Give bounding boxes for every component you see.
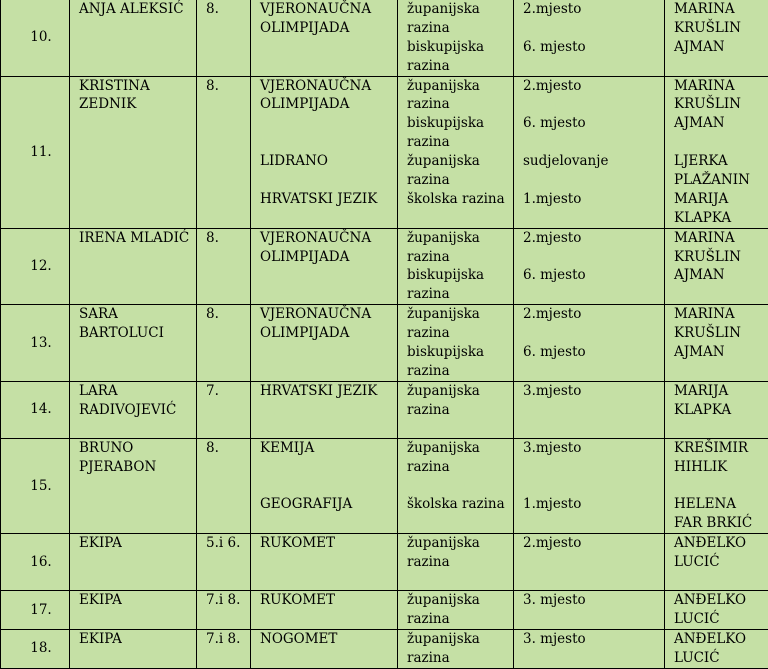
- subject-line: [260, 133, 397, 152]
- subject-line: OLIMPIJADA: [260, 19, 397, 38]
- grade-cell: [197, 630, 251, 669]
- subject-cell: [251, 76, 398, 228]
- result-line: [523, 133, 664, 152]
- grade-cell: [197, 591, 251, 630]
- result-line: 6. mjesto: [523, 343, 664, 362]
- level-cell: [398, 228, 514, 305]
- subject-line: OLIMPIJADA: [260, 324, 397, 343]
- result-cell: [514, 630, 665, 669]
- table-row: [1, 0, 768, 76]
- level-line: biskupijska: [407, 114, 513, 133]
- table-row: [1, 305, 768, 382]
- level-cell: [398, 630, 514, 669]
- level-line: razina: [407, 285, 513, 304]
- subject-line: [260, 458, 397, 477]
- name-line: EKIPA: [79, 534, 196, 553]
- grade-line: 8.: [206, 77, 250, 96]
- mentor-line: KREŠIMIR: [674, 439, 768, 458]
- result-line: [523, 248, 664, 267]
- grade-cell: [197, 438, 251, 533]
- mentor-line: KLAPKA: [674, 209, 768, 228]
- level-line: razina: [407, 57, 513, 76]
- level-line: županijska: [407, 305, 513, 324]
- subject-line: [260, 171, 397, 190]
- level-line: razina: [407, 248, 513, 267]
- subject-line: KEMIJA: [260, 439, 397, 458]
- result-line: [523, 171, 664, 190]
- level-line: razina: [407, 95, 513, 114]
- level-line: [407, 477, 513, 496]
- row-number: 13.: [1, 305, 70, 382]
- grade-cell: [197, 228, 251, 305]
- result-cell: [514, 228, 665, 305]
- name-cell: [70, 438, 197, 533]
- grade-line: 8.: [206, 0, 250, 19]
- result-line: 1.mjesto: [523, 495, 664, 514]
- level-line: biskupijska: [407, 343, 513, 362]
- level-line: školska razina: [407, 495, 513, 514]
- result-line: [523, 57, 664, 76]
- subject-line: [260, 114, 397, 133]
- mentor-line: PLAŽANIN: [674, 171, 768, 190]
- name-line: SARA: [79, 305, 196, 324]
- mentor-line: AJMAN: [674, 266, 768, 285]
- subject-line: OLIMPIJADA: [260, 95, 397, 114]
- grade-line: 8.: [206, 229, 250, 248]
- mentor-line: AJMAN: [674, 343, 768, 362]
- grade-cell: [197, 534, 251, 591]
- level-line: županijska: [407, 630, 513, 649]
- result-line: [523, 95, 664, 114]
- mentor-cell: [665, 305, 768, 382]
- row-number: 14.: [1, 381, 70, 438]
- row-number: 17.: [1, 591, 70, 630]
- mentor-cell: [665, 630, 768, 669]
- name-line: ZEDNIK: [79, 95, 196, 114]
- level-line: razina: [407, 362, 513, 381]
- level-line: razina: [407, 133, 513, 152]
- row-number: 12.: [1, 228, 70, 305]
- mentor-line: MARINA: [674, 77, 768, 96]
- result-line: 1.mjesto: [523, 190, 664, 209]
- table-row: [1, 438, 768, 533]
- grade-cell: [197, 305, 251, 382]
- mentor-line: KRUŠLIN: [674, 248, 768, 267]
- level-line: školska razina: [407, 190, 513, 209]
- result-line: 2.mjesto: [523, 305, 664, 324]
- mentor-line: KRUŠLIN: [674, 324, 768, 343]
- table-row: [1, 630, 768, 669]
- level-cell: [398, 381, 514, 438]
- name-cell: [70, 534, 197, 591]
- mentor-line: ANĐELKO: [674, 534, 768, 553]
- name-cell: [70, 76, 197, 228]
- mentor-cell: [665, 534, 768, 591]
- result-line: [523, 285, 664, 304]
- result-line: 3.mjesto: [523, 439, 664, 458]
- mentor-line: LUCIĆ: [674, 610, 768, 629]
- result-cell: [514, 0, 665, 76]
- mentor-line: MARINA: [674, 229, 768, 248]
- subject-line: HRVATSKI JEZIK: [260, 190, 397, 209]
- subject-cell: [251, 534, 398, 591]
- level-cell: [398, 305, 514, 382]
- mentor-line: KLAPKA: [674, 401, 768, 420]
- result-line: [523, 324, 664, 343]
- level-cell: [398, 76, 514, 228]
- grade-line: 7.i 8.: [206, 591, 250, 610]
- mentor-cell: [665, 591, 768, 630]
- level-line: razina: [407, 553, 513, 572]
- subject-line: HRVATSKI JEZIK: [260, 382, 397, 401]
- mentor-cell: [665, 438, 768, 533]
- name-line: LARA: [79, 382, 196, 401]
- level-line: županijska: [407, 382, 513, 401]
- result-line: sudjelovanje: [523, 152, 664, 171]
- level-line: županijska: [407, 439, 513, 458]
- subject-line: RUKOMET: [260, 591, 397, 610]
- mentor-line: KRUŠLIN: [674, 19, 768, 38]
- mentor-line: MARINA: [674, 305, 768, 324]
- table-row: [1, 381, 768, 438]
- level-cell: [398, 534, 514, 591]
- subject-cell: [251, 0, 398, 76]
- result-line: 6. mjesto: [523, 266, 664, 285]
- subject-cell: [251, 381, 398, 438]
- grade-line: 8.: [206, 439, 250, 458]
- subject-line: VJERONAUČNA: [260, 0, 397, 19]
- level-line: županijska: [407, 152, 513, 171]
- result-line: 3. mjesto: [523, 591, 664, 610]
- mentor-cell: [665, 76, 768, 228]
- mentor-line: MARIJA: [674, 190, 768, 209]
- grade-line: 8.: [206, 305, 250, 324]
- level-line: županijska: [407, 591, 513, 610]
- result-cell: [514, 76, 665, 228]
- mentor-line: LUCIĆ: [674, 649, 768, 668]
- name-line: PJERABON: [79, 458, 196, 477]
- level-line: razina: [407, 610, 513, 629]
- result-line: [523, 19, 664, 38]
- subject-line: VJERONAUČNA: [260, 229, 397, 248]
- mentor-line: LUCIĆ: [674, 553, 768, 572]
- result-line: 3.mjesto: [523, 382, 664, 401]
- level-cell: [398, 438, 514, 533]
- level-line: županijska: [407, 0, 513, 19]
- name-line: EKIPA: [79, 591, 196, 610]
- grade-line: 5.i 6.: [206, 534, 250, 553]
- subject-line: GEOGRAFIJA: [260, 495, 397, 514]
- name-line: RADIVOJEVIĆ: [79, 401, 196, 420]
- result-line: 2.mjesto: [523, 229, 664, 248]
- row-number: 16.: [1, 534, 70, 591]
- result-line: 6. mjesto: [523, 114, 664, 133]
- subject-line: RUKOMET: [260, 534, 397, 553]
- mentor-line: AJMAN: [674, 114, 768, 133]
- name-line: BARTOLUCI: [79, 324, 196, 343]
- level-line: županijska: [407, 229, 513, 248]
- table-row: [1, 228, 768, 305]
- result-cell: [514, 591, 665, 630]
- grade-cell: [197, 0, 251, 76]
- mentor-line: [674, 133, 768, 152]
- result-line: [523, 477, 664, 496]
- level-line: županijska: [407, 77, 513, 96]
- subject-cell: [251, 305, 398, 382]
- level-line: županijska: [407, 534, 513, 553]
- level-line: razina: [407, 649, 513, 668]
- grade-cell: [197, 381, 251, 438]
- level-cell: [398, 0, 514, 76]
- result-line: 2.mjesto: [523, 0, 664, 19]
- result-line: 2.mjesto: [523, 534, 664, 553]
- mentor-cell: [665, 381, 768, 438]
- subject-cell: [251, 438, 398, 533]
- subject-line: [260, 477, 397, 496]
- mentor-cell: [665, 0, 768, 76]
- subject-line: OLIMPIJADA: [260, 248, 397, 267]
- level-line: razina: [407, 324, 513, 343]
- level-line: razina: [407, 171, 513, 190]
- name-cell: [70, 0, 197, 76]
- name-line: KRISTINA: [79, 77, 196, 96]
- name-cell: [70, 381, 197, 438]
- subject-cell: [251, 228, 398, 305]
- table-row: [1, 76, 768, 228]
- mentor-line: LJERKA: [674, 152, 768, 171]
- mentor-line: ANĐELKO: [674, 630, 768, 649]
- result-line: 2.mjesto: [523, 77, 664, 96]
- mentor-line: KRUŠLIN: [674, 95, 768, 114]
- subject-line: VJERONAUČNA: [260, 305, 397, 324]
- subject-line: NOGOMET: [260, 630, 397, 649]
- subject-line: LIDRANO: [260, 152, 397, 171]
- row-number: 10.: [1, 0, 70, 76]
- mentor-line: [674, 477, 768, 496]
- level-cell: [398, 591, 514, 630]
- name-cell: [70, 228, 197, 305]
- result-line: [523, 362, 664, 381]
- grade-cell: [197, 76, 251, 228]
- name-cell: [70, 591, 197, 630]
- level-line: biskupijska: [407, 266, 513, 285]
- table-row: [1, 591, 768, 630]
- result-cell: [514, 305, 665, 382]
- mentor-line: MARINA: [674, 0, 768, 19]
- grade-line: 7.i 8.: [206, 630, 250, 649]
- results-table-body: [1, 0, 768, 668]
- name-line: ANJA ALEKSIĆ: [79, 0, 196, 19]
- name-line: EKIPA: [79, 630, 196, 649]
- name-line: IRENA MLADIĆ: [79, 229, 196, 248]
- grade-line: 7.: [206, 382, 250, 401]
- result-line: [523, 458, 664, 477]
- mentor-line: ANĐELKO: [674, 591, 768, 610]
- mentor-line: HELENA: [674, 495, 768, 514]
- mentor-line: FAR BRKIĆ: [674, 514, 768, 533]
- subject-cell: [251, 591, 398, 630]
- level-line: razina: [407, 458, 513, 477]
- level-line: razina: [407, 401, 513, 420]
- row-number: 11.: [1, 76, 70, 228]
- mentor-line: HIHLIK: [674, 458, 768, 477]
- mentor-line: AJMAN: [674, 38, 768, 57]
- result-cell: [514, 438, 665, 533]
- result-line: 6. mjesto: [523, 38, 664, 57]
- subject-line: VJERONAUČNA: [260, 77, 397, 96]
- result-line: 3. mjesto: [523, 630, 664, 649]
- row-number: 18.: [1, 630, 70, 669]
- mentor-line: MARIJA: [674, 382, 768, 401]
- level-line: biskupijska: [407, 38, 513, 57]
- table-row: [1, 534, 768, 591]
- result-cell: [514, 534, 665, 591]
- row-number: 15.: [1, 438, 70, 533]
- name-cell: [70, 305, 197, 382]
- name-cell: [70, 630, 197, 669]
- mentor-cell: [665, 228, 768, 305]
- name-line: BRUNO: [79, 439, 196, 458]
- subject-cell: [251, 630, 398, 669]
- level-line: razina: [407, 19, 513, 38]
- result-cell: [514, 381, 665, 438]
